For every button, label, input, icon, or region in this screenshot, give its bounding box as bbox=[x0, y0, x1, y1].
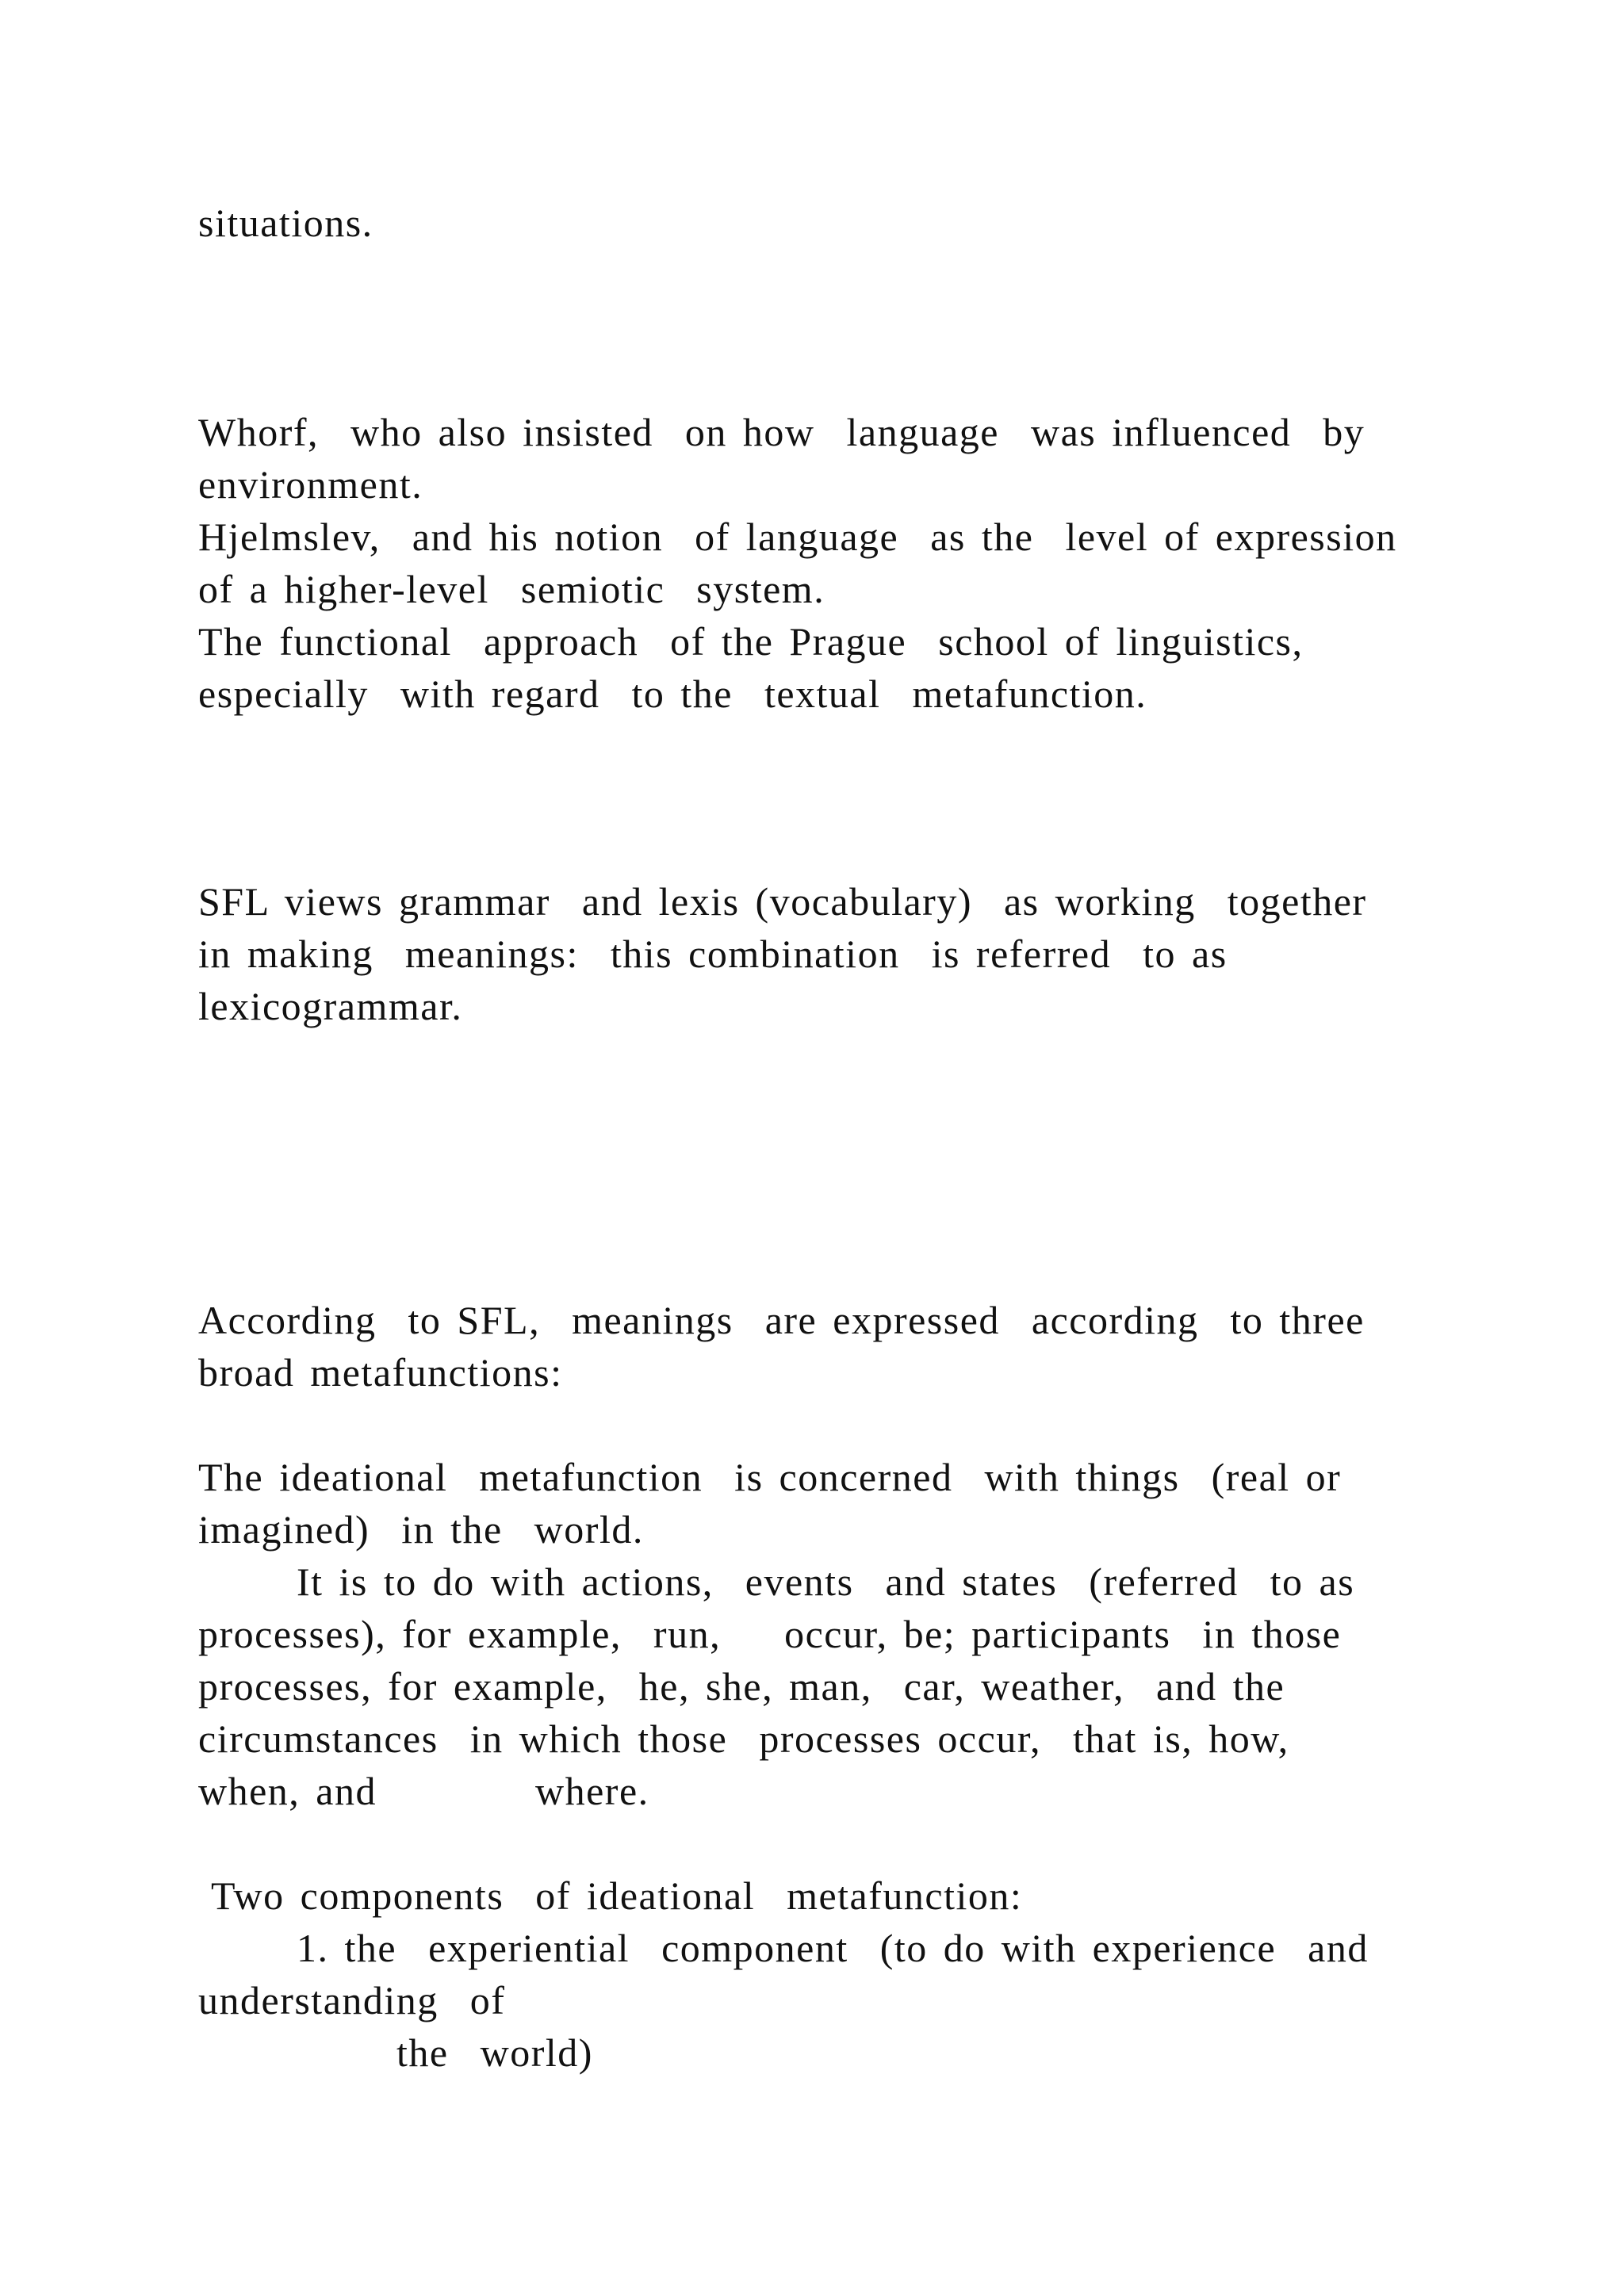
text-line: According to SFL, meanings are expressed according to three bbox=[198, 1298, 1365, 1342]
text-line: Hjelmslev, and his notion of language as the level of expression bbox=[198, 515, 1397, 559]
text-line: The functional approach of the Prague school of linguistics, bbox=[198, 619, 1304, 664]
text-line: Whorf, who also insisted on how language was influenced by bbox=[198, 410, 1365, 454]
text-line: SFL views grammar and lexis (vocabulary) as working together bbox=[198, 879, 1367, 924]
text-line: The ideational metafunction is concerned with things (real or bbox=[198, 1455, 1342, 1499]
text-line: circumstances in which those processes occur, that is, how, bbox=[198, 1716, 1289, 1761]
text-line: especially with regard to the textual metafunction. bbox=[198, 672, 1147, 716]
text-line: the world) bbox=[396, 2030, 593, 2075]
text-line: lexicogrammar. bbox=[198, 984, 463, 1028]
text-line: of a higher-level semiotic system. bbox=[198, 567, 825, 611]
text-line: broad metafunctions: bbox=[198, 1350, 563, 1395]
text-line: Two components of ideational metafunction: bbox=[211, 1873, 1023, 1918]
text-line: processes, for example, he, she, man, car, weather, and the bbox=[198, 1664, 1285, 1709]
text-line: understanding of bbox=[198, 1978, 506, 2022]
text-line: 1. the experiential component (to do with experience and bbox=[297, 1926, 1369, 1970]
text-line: imagined) in the world. bbox=[198, 1507, 644, 1552]
text-line: situations. bbox=[198, 201, 373, 245]
text-line: It is to do with actions, events and states (referred to as bbox=[297, 1559, 1355, 1604]
text-line: processes), for example, run, occur, be; participants in those bbox=[198, 1612, 1342, 1656]
text-line: in making meanings: this combination is referred to as bbox=[198, 932, 1228, 976]
text-line: environment. bbox=[198, 462, 423, 507]
text-line: when, and where. bbox=[198, 1769, 649, 1813]
